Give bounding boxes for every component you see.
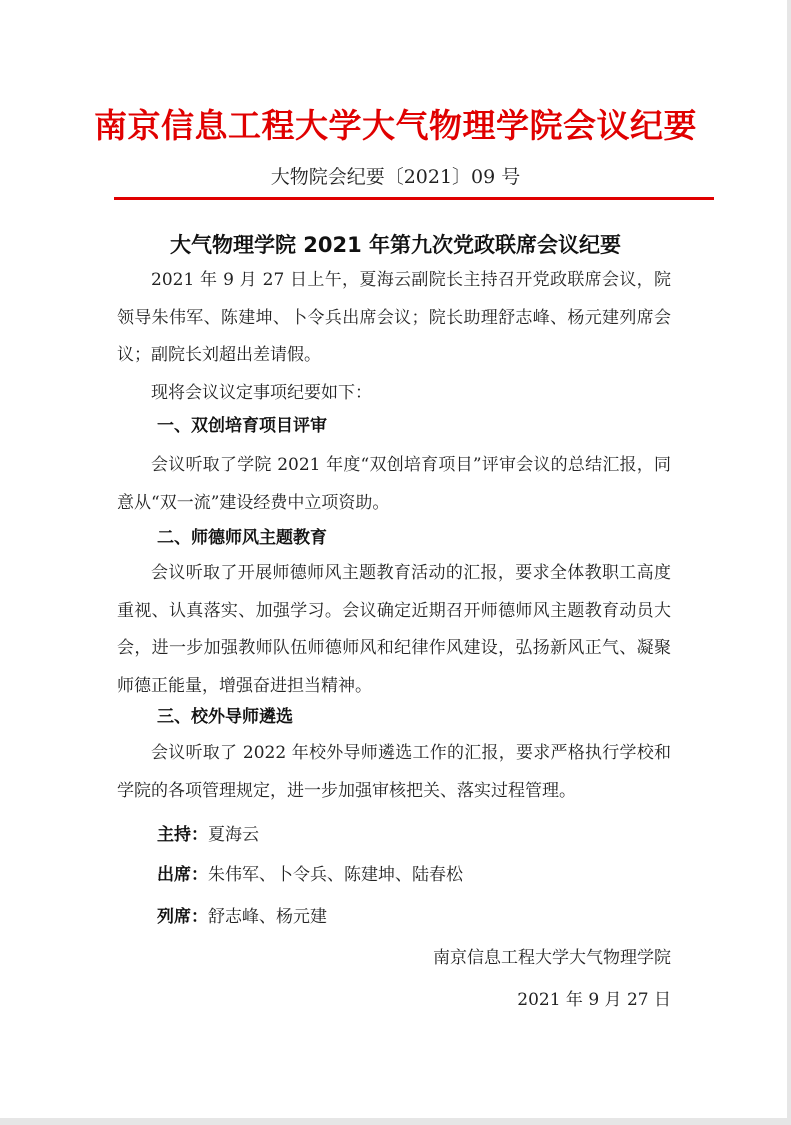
- attend-label: 出席：: [157, 865, 208, 885]
- red-divider-rule: [114, 197, 714, 200]
- host-row: [157, 820, 259, 850]
- issuing-organization: 南京信息工程大学大气物理学院: [433, 948, 671, 968]
- attend-row: [157, 860, 463, 890]
- host-value: 夏海云: [208, 825, 259, 845]
- page-edge-bottom: [0, 1118, 787, 1125]
- section-body-2-block: [117, 555, 671, 705]
- issue-date: 2021 年 9 月 27 日: [517, 990, 671, 1010]
- section-body-3-block: [117, 735, 671, 810]
- document-header-title: 南京信息工程大学大气物理学院会议纪要: [94, 106, 697, 145]
- section-body-1-block: [117, 447, 671, 522]
- document-number: 大物院会纪要〔2021〕09 号: [270, 166, 521, 188]
- section-heading-3: 三、校外导师遴选: [157, 707, 293, 727]
- intro-block: [117, 262, 671, 412]
- sitin-row: [157, 902, 327, 932]
- sitin-label: 列席：: [157, 907, 208, 927]
- section-body-1: 会议听取了学院 2021 年度“双创培育项目”评审会议的总结汇报，同意从“双一流”建设经费中立项资助。: [117, 455, 671, 513]
- section-body-3: 会议听取了 2022 年校外导师遴选工作的汇报，要求严格执行学校和学院的各项管理规定，进一步加强审核把关、落实过程管理。: [117, 743, 671, 801]
- section-heading-2: 二、师德师风主题教育: [157, 528, 327, 548]
- attend-value: 朱伟军、卜令兵、陈建坤、陆春松: [208, 865, 463, 885]
- intro-paragraph: 2021 年 9 月 27 日上午，夏海云副院长主持召开党政联席会议，院领导朱伟军、陈建坤、卜令兵出席会议；院长助理舒志峰、杨元建列席会议；副院长刘超出差请假。: [117, 270, 671, 365]
- section-body-2: 会议听取了开展师德师风主题教育活动的汇报，要求全体教职工高度重视、认真落实、加强学习。会议确定近期召开师德师风主题教育动员大会，进一步加强教师队伍师德师风和纪律作风建设，弘扬新风正气、凝聚师德正能量，增强奋进担当精神。: [117, 563, 671, 696]
- sitin-value: 舒志峰、杨元建: [208, 907, 327, 927]
- section-heading-1: 一、双创培育项目评审: [157, 416, 327, 436]
- lead-paragraph: 现将会议议定事项纪要如下：: [151, 382, 372, 403]
- minutes-title: 大气物理学院 2021 年第九次党政联席会议纪要: [169, 233, 622, 257]
- host-label: 主持：: [157, 825, 208, 845]
